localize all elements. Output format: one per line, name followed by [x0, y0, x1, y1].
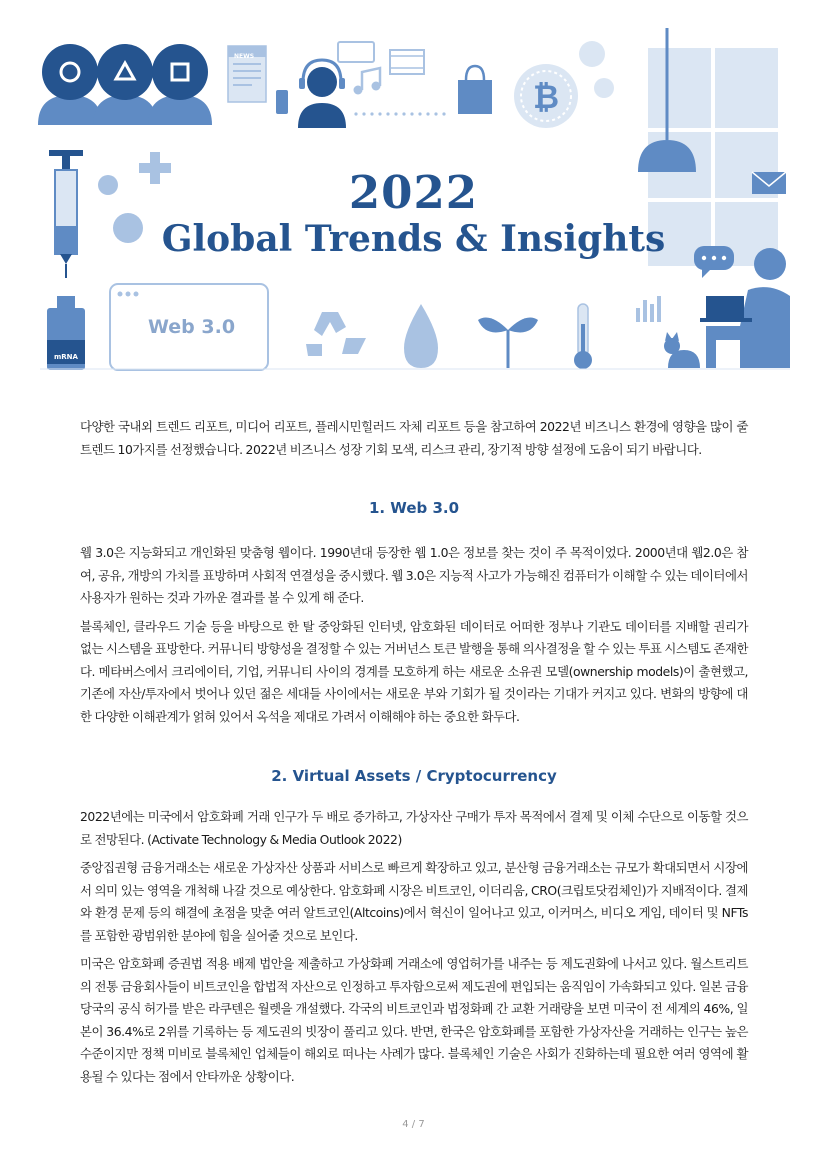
headset-person-icon [298, 60, 346, 128]
page-number: 4 / 7 [402, 1119, 425, 1130]
section-body-web3 [80, 542, 748, 728]
section-body-crypto [80, 806, 748, 1088]
coin-icon [594, 78, 614, 98]
bar-chart-icon [636, 296, 661, 322]
sprout-icon [478, 318, 538, 368]
body-paragraph: 미국은 암호화폐 증권법 적용 배제 법안을 제출하고 가상화폐 거래소에 영업허가를 내주는 등 제도권화에 나서고 있다. 월스트리트의 전통 금융회사들이 비트코인을 합법적 자산으로 인정하고 투자함으로써 제도권에 편입되는 움직임이 가속화되고 있다. 일본 금융당국의 공식 허가를 받은 라쿠텐은 월렛을 개설했다. 각국의 비트코인과 법정화폐 간 교환 거래량을 보면 미국이 전 세계의 46%, 일본이 36.4%로 2위를 기록하는 등 제도권의 빗장이 풀리고 있다. 반면, 한국은 암호화폐를 포함한 가상자산을 거래하는 인구는 높은 수준이지만 정책 미비로 블록체인 업체들이 해외로 떠나는 사례가 많다. 블록체인 기술은 사회가 진화하는데 필요한 여러 영역에 활용될 수 있다는 점에서 안타까운 상황이다. [80, 956, 748, 1084]
tablet-icon [338, 42, 374, 62]
film-strip-icon [390, 50, 424, 74]
section-heading-web3: 1. Web 3.0 [368, 499, 460, 517]
coin-icon [579, 41, 605, 67]
square-mask-icon [148, 44, 212, 125]
hero-headline: Global Trends & Insights [161, 218, 666, 260]
phone-icon [276, 90, 288, 114]
thermometer-icon [574, 304, 592, 369]
mrna-label: mRNA [54, 353, 78, 361]
section-heading-crypto: 2. Virtual Assets / Cryptocurrency [271, 767, 557, 785]
body-paragraph: 웹 3.0은 지능화되고 개인화된 맞춤형 웹이다. 1990년대 등장한 웹 1.0은 정보를 찾는 것이 주 목적이었다. 2000년대 웹2.0은 참여, 공유, 개방의 가치를 표방하며 사회적 연결성을 중시했다. 웹 3.0은 지능적 사고가 가능해진 컴퓨터가 이해할 수 있는 데이터에서 사용자가 원하는 것과 가까운 결과를 볼 수 있게 해 준다. [80, 545, 748, 605]
shopping-bag-icon [458, 66, 492, 114]
circle-mask-icon [38, 44, 102, 125]
water-drop-icon [404, 304, 438, 368]
web3-box-label: Web 3.0 [148, 316, 236, 338]
intro-block [80, 416, 748, 461]
body-paragraph: 블록체인, 클라우드 기술 등을 바탕으로 한 탈 중앙화된 인터넷, 암호화된 데이터로 어떠한 정부나 기관도 데이터를 지배할 권리가 없는 시스템을 표방한다. 커뮤니티 방향성을 결정할 수 있는 거버넌스 토큰 발행을 통해 의사결정을 할 수 있는 투표 시스템도 존재한다. 메타버스에서 크리에이터, 기업, 커뮤니티 사이의 경계를 모호하게 하는 새로운 소유권 모델(ownership models)이 출현했고, 기존에 자산/투자에서 벗어나 있던 젊은 세대들 사이에서는 새로운 부와 기회가 될 것이라는 기대가 커지고 있다. 변화의 방향에 대한 다양한 이해관계가 얽혀 있어서 옥석을 제대로 가려서 이해해야 하는 중요한 화두다. [80, 618, 748, 724]
intro-paragraph: 다양한 국내외 트렌드 리포트, 미디어 리포트, 플레시민힐러드 자체 리포트 등을 참고하여 2022년 비즈니스 환경에 영향을 많이 줄 트렌드 10가지를 선정했습니다. 2022년 비즈니스 성장 기회 모색, 리스크 관리, 장기적 방향 설정에 도움이 되기 바랍니다. [80, 419, 748, 457]
svg-text:₿: ₿ [532, 78, 560, 116]
triangle-mask-icon [93, 44, 157, 125]
cat-icon [664, 332, 700, 368]
body-paragraph: 중앙집권형 금융거래소는 새로운 가상자산 상품과 서비스로 빠르게 확장하고 있고, 분산형 금융거래소는 규모가 확대되면서 시장에서 의미 있는 영역을 개척해 나갈 것으로 예상한다. 암호화폐 시장은 비트코인, 이더리움, CRO(크립토닷컴체인)가 지배적이다. 결제와 환경 문제 등의 해결에 초점을 맞춘 여러 알트코인(Altcoins)에서 혁신이 일어나고 있고, 이커머스, 비디오 게임, 데이터 및 NFTs를 포함한 광범위한 분야에 힘을 실어줄 것으로 보인다. [80, 860, 748, 943]
newspaper-label: NEWS [234, 53, 255, 60]
bitcoin-coin-icon [514, 64, 578, 128]
hero-year: 2022 [348, 166, 479, 219]
recycle-icon [306, 312, 366, 356]
music-note-icon [354, 68, 381, 95]
dotted-line [354, 112, 445, 115]
body-paragraph: 2022년에는 미국에서 암호화폐 거래 인구가 두 배로 증가하고, 가상자산 구매가 투자 목적에서 결제 및 이체 수단으로 이동할 것으로 전망된다. (Activate Technology & Media Outlook 2022) [80, 809, 748, 847]
